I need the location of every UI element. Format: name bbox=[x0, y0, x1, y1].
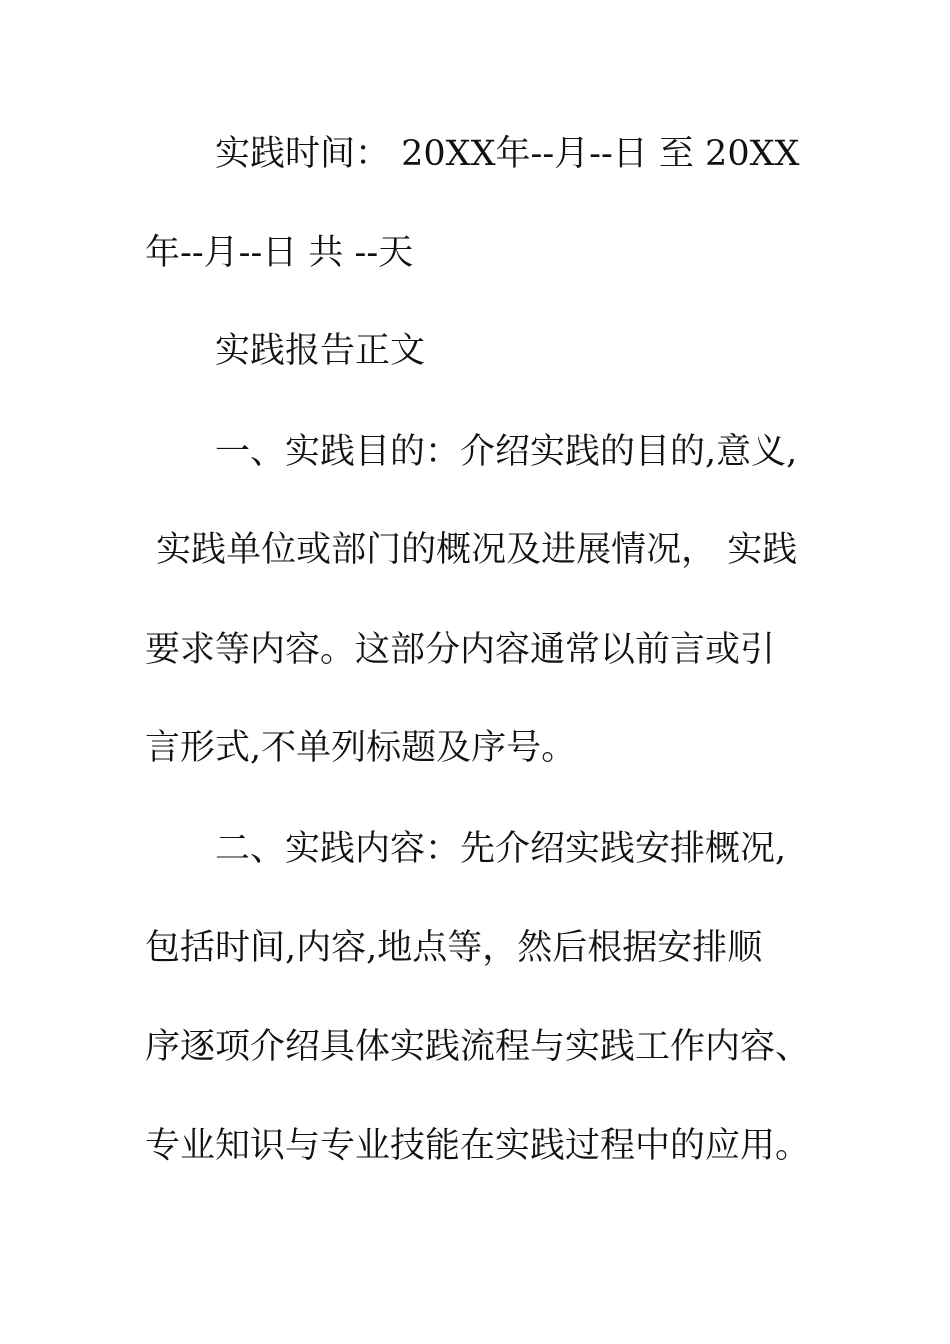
section-two-line-1: 二、实践内容：先介绍实践安排概况, bbox=[215, 829, 787, 869]
section-two-line-4: 专业知识与专业技能在实践过程中的应用。 bbox=[145, 1126, 811, 1166]
practice-time-continuation: 年--月--日 共 --天 bbox=[145, 233, 414, 273]
report-body-heading: 实践报告正文 bbox=[215, 331, 426, 371]
section-two-line-3: 序逐项介绍具体实践流程与实践工作内容、 bbox=[145, 1027, 811, 1067]
practice-time-line: 实践时间： 20XX年--月--日 至 20XX bbox=[215, 134, 800, 174]
section-one-line-1: 一、实践目的：介绍实践的目的,意义, bbox=[215, 432, 798, 472]
section-one-line-2: 实践单位或部门的概况及进展情况， 实践 bbox=[145, 530, 798, 570]
section-one-line-4: 言形式,不单列标题及序号。 bbox=[145, 728, 577, 768]
section-one-line-3: 要求等内容。这部分内容通常以前言或引 bbox=[145, 630, 776, 670]
section-two-line-2: 包括时间,内容,地点等，然后根据安排顺 bbox=[145, 928, 763, 968]
